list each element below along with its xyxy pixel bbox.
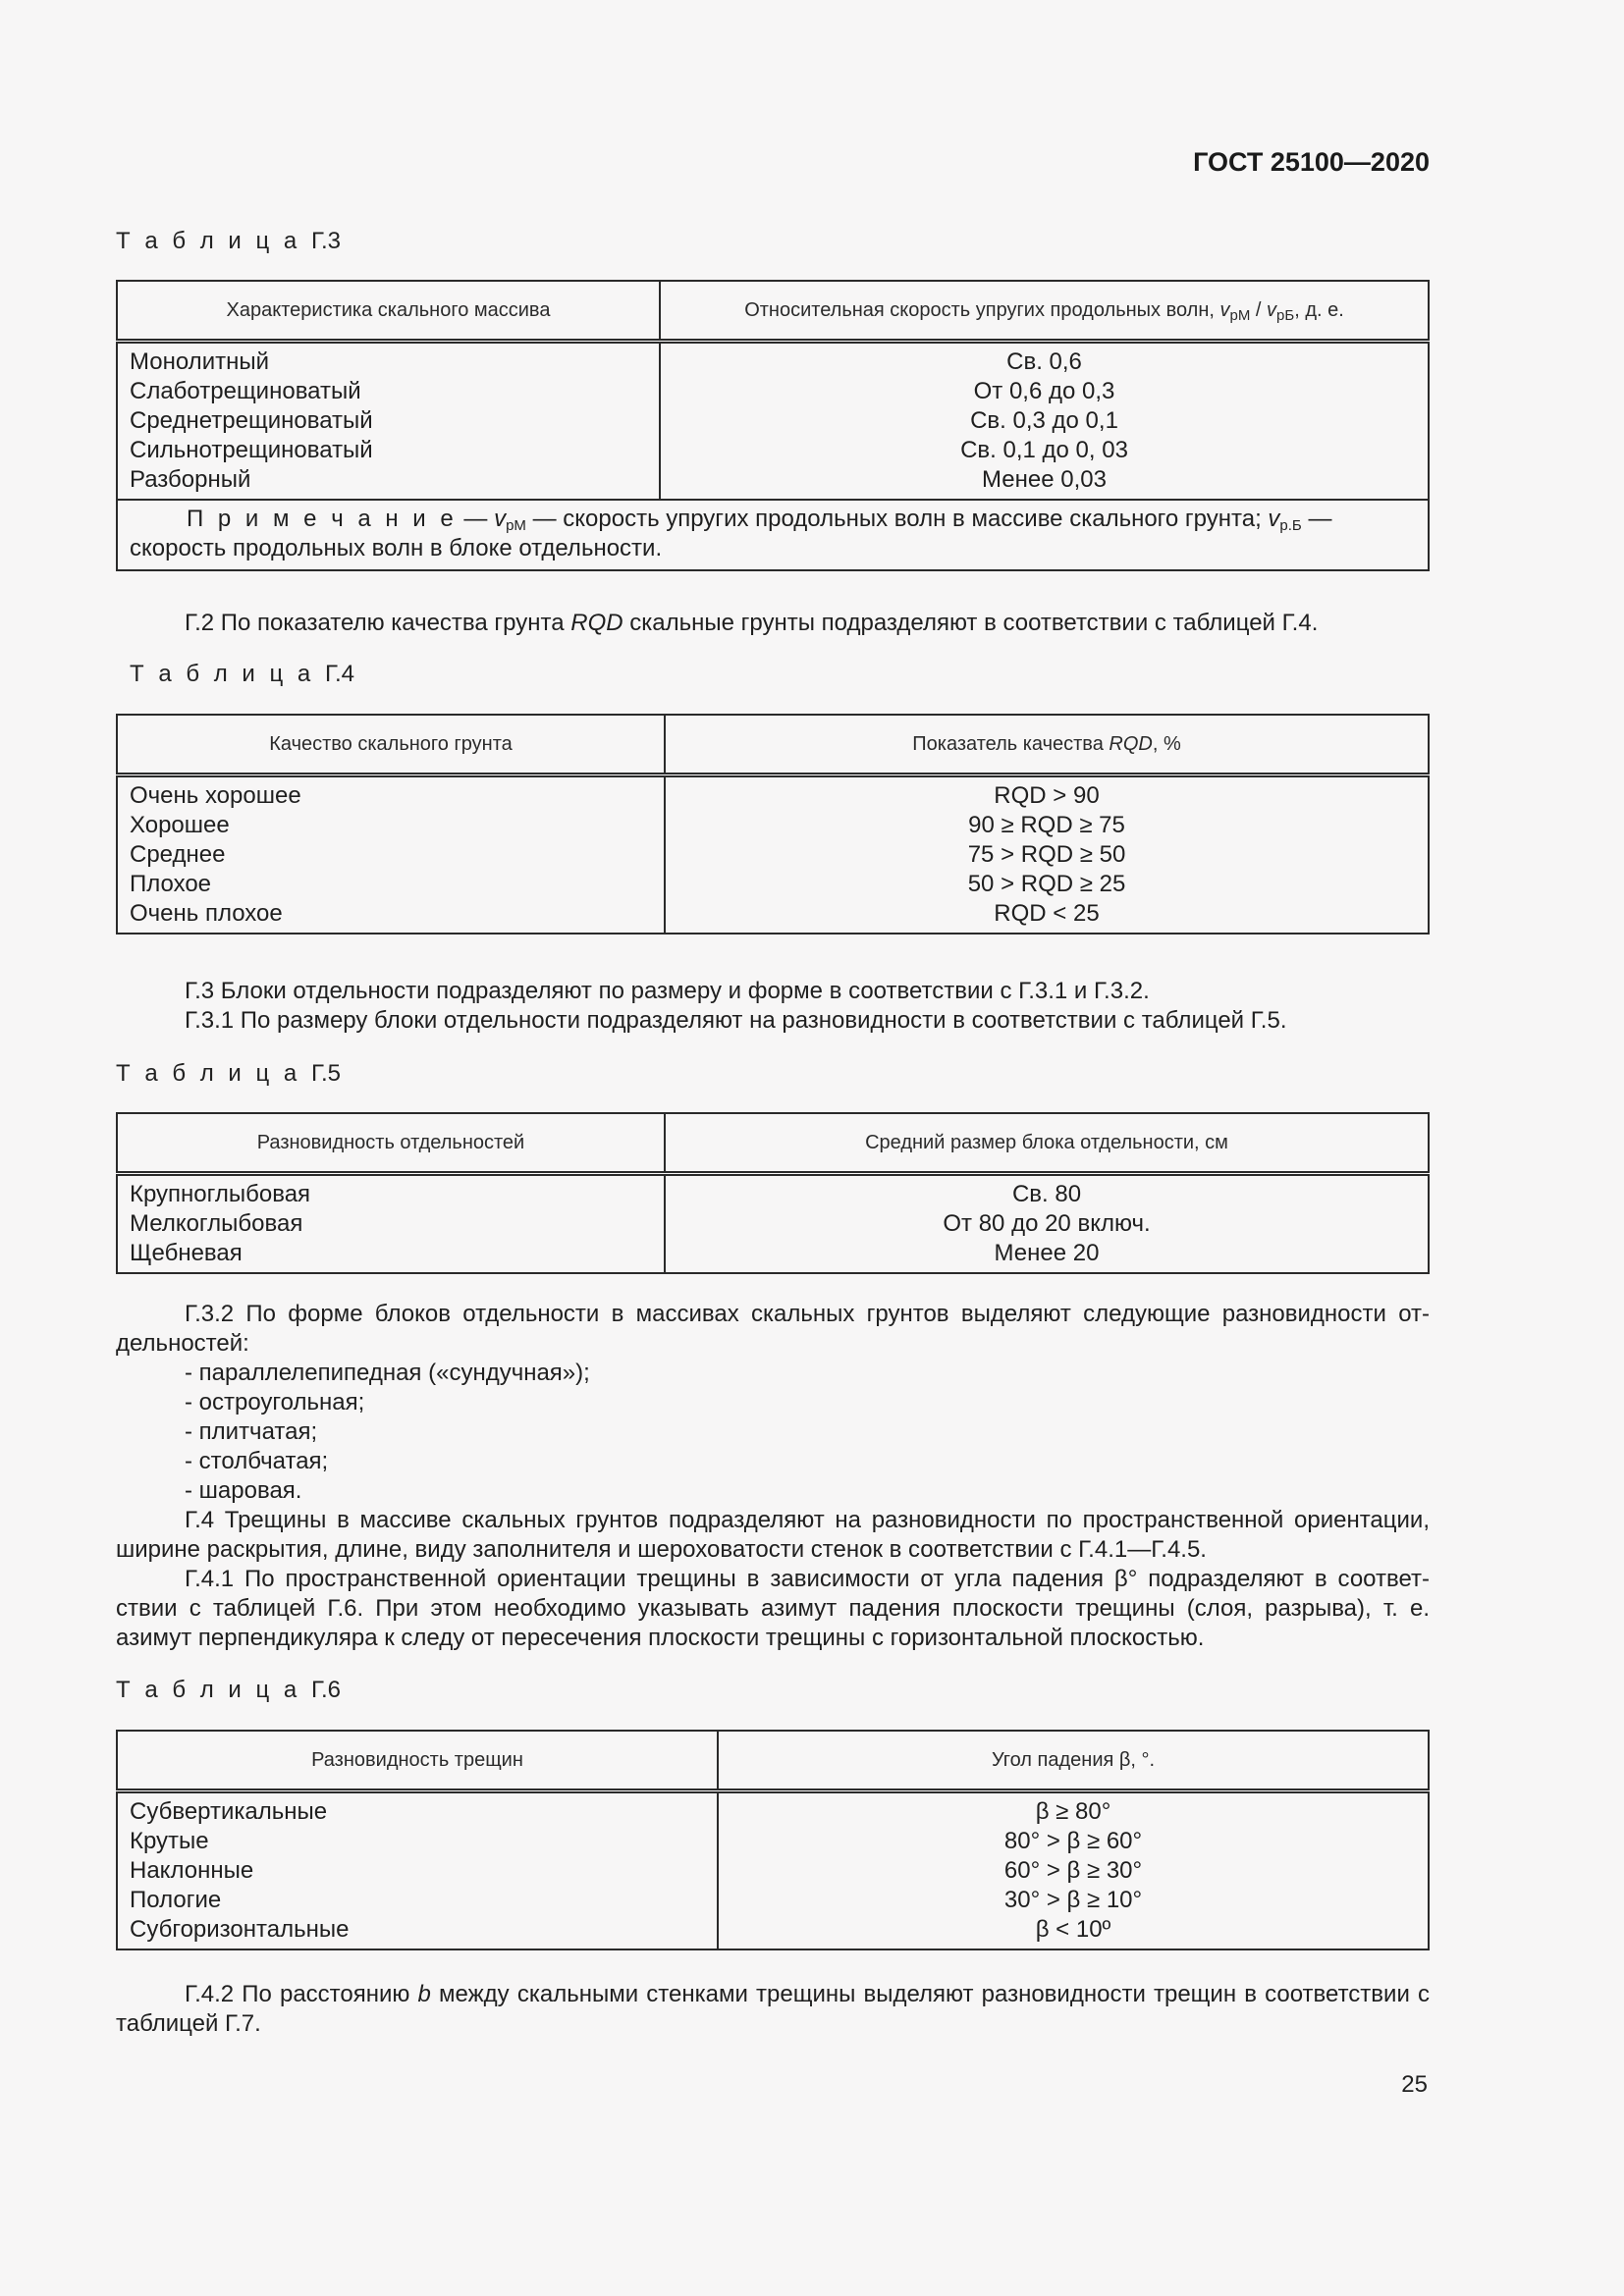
caption-number: Г.5 xyxy=(310,1060,342,1087)
table-cell: Щебневая xyxy=(130,1240,243,1266)
column-header: Показатель качества RQD, % xyxy=(665,715,1429,775)
list-item: - плитчатая; xyxy=(185,1418,318,1445)
table-cell: Очень плохое xyxy=(130,900,283,927)
table-cell: Менее 0,03 xyxy=(982,466,1107,493)
table-cell: β ≥ 80° xyxy=(1035,1798,1111,1825)
table-g5 xyxy=(116,1112,1430,1274)
table-body-row xyxy=(117,342,1429,501)
table-cell: Св. 0,3 до 0,1 xyxy=(970,407,1118,434)
table-g6 xyxy=(116,1730,1430,1950)
table-cell: RQD > 90 xyxy=(994,782,1100,809)
table-caption-g4 xyxy=(130,661,354,688)
table-cell: Пологие xyxy=(130,1887,222,1913)
caption-word: Т а б л и ц а xyxy=(116,228,301,254)
table-cell: Менее 20 xyxy=(994,1240,1100,1266)
table-cell: Разборный xyxy=(130,466,251,493)
table-cell: Св. 0,6 xyxy=(1006,348,1082,375)
list-item: - остроугольная; xyxy=(185,1389,365,1415)
table-cell: 90 ≥ RQD ≥ 75 xyxy=(968,812,1125,838)
caption-word: Т а б л и ц а xyxy=(116,1060,301,1087)
caption-word: Т а б л и ц а xyxy=(116,1677,301,1703)
table-cell: 75 > RQD ≥ 50 xyxy=(967,841,1126,868)
table-cell: 60° > β ≥ 30° xyxy=(1003,1857,1143,1884)
column-header: Характеристика скального массива xyxy=(117,281,660,342)
table-header-row xyxy=(117,281,1429,342)
table-g3 xyxy=(116,280,1430,571)
column-header: Разновидность трещин xyxy=(117,1731,718,1791)
table-header-row xyxy=(117,1731,1429,1791)
table-g4 xyxy=(116,714,1430,934)
table-caption-g5 xyxy=(116,1060,341,1088)
table-cell: Крупноглыбовая xyxy=(130,1181,311,1207)
paragraph-g32: Г.3.2 По форме блоков отдельности в массивах скальных грунтов выделяют следующие разновидности от-дельностей: - параллелепипедная («сундучная»); - остроугольная; - плитчатая; - столбчатая; - шаровая. Г.4 Трещины в массиве скальных грунтов подразделяют на разновидности по пространственной ориентации, ширине раскрытия, длине, виду заполнителя и шероховатости стенок в соответствии с Г.4.1—Г.4.5. Г.4.1 По пространственной ориентации трещины в зависимости от угла падения β° подразделяют в соответ-ствии с таблицей Г.6. При этом необходимо указывать азимут падения плоскости трещины (слоя, разрыва), т. е. азимут перпендикуляра к следу от пересечения плоскости трещины с горизонтальной плоскостью. xyxy=(116,1301,1430,1651)
table-cell: Крутые xyxy=(130,1828,209,1854)
table-cell: Среднетрещиноватый xyxy=(130,407,373,434)
list-item: - параллелепипедная («сундучная»); xyxy=(185,1360,590,1386)
table-cell: 30° > β ≥ 10° xyxy=(1003,1887,1143,1913)
table-cell: Хорошее xyxy=(130,812,230,838)
table-cell: Субвертикальные xyxy=(130,1798,328,1825)
paragraph-g3: Г.3 Блоки отдельности подразделяют по размеру и форме в соответствии с Г.3.1 и Г.3.2. Г.3.1 По размеру блоки отдельности подразделяют на разновидности в соответствии с таблицей Г.5. xyxy=(185,978,1287,1034)
table-header-row xyxy=(117,1113,1429,1174)
caption-number: Г.3 xyxy=(310,228,342,254)
table-caption-g3 xyxy=(116,228,341,255)
table-cell: Субгоризонтальные xyxy=(130,1916,350,1943)
caption-word: Т а б л и ц а xyxy=(130,661,315,687)
table-cell: Монолитный xyxy=(130,348,269,375)
column-header: Средний размер блока отдельности, см xyxy=(665,1113,1429,1174)
table-cell: От 80 до 20 включ. xyxy=(943,1210,1151,1237)
page-number: 25 xyxy=(1401,2071,1428,2098)
list-item: - шаровая. xyxy=(185,1477,302,1504)
standard-header: ГОСТ 25100—2020 xyxy=(1193,147,1430,177)
table-body-row xyxy=(117,1791,1429,1950)
table-note-row xyxy=(117,500,1429,570)
table-cell: Плохое xyxy=(130,871,212,897)
table-cell: Среднее xyxy=(130,841,226,868)
table-cell: Наклонные xyxy=(130,1857,254,1884)
table-cell: Сильнотрещиноватый xyxy=(130,437,373,463)
table-cell: 80° > β ≥ 60° xyxy=(1003,1828,1143,1854)
table-caption-g6 xyxy=(116,1677,341,1704)
column-header: Угол падения β, °. xyxy=(718,1731,1429,1791)
list-item: - столбчатая; xyxy=(185,1448,329,1474)
table-cell: Св. 80 xyxy=(1011,1181,1082,1207)
column-header: Относительная скорость упругих продольных волн, $v_{pM} / v_{pБ}$, д. е. xyxy=(660,281,1429,342)
table-cell: RQD < 25 xyxy=(994,900,1100,927)
table-header-row xyxy=(117,715,1429,775)
paragraph-g2: Г.2 По показателю качества грунта RQD скальные грунты подразделяют в соответствии с таблицей Г.4. xyxy=(185,610,1319,636)
table-cell: Слаботрещиноватый xyxy=(130,378,361,404)
table-cell: Мелкоглыбовая xyxy=(130,1210,303,1237)
table-cell: От 0,6 до 0,3 xyxy=(973,378,1115,404)
table-cell: β < 10º xyxy=(1035,1916,1111,1943)
paragraph-g42: Г.4.2 По расстоянию b между скальными стенками трещины выделяют разновидности трещин в соответствии с таблицей Г.7. xyxy=(116,1981,1430,2037)
caption-number: Г.6 xyxy=(310,1677,342,1703)
table-note: П р и м е ч а н и е — $v_{pM}$ — скорость упругих продольных волн в массиве скального грунта; $v_{p.Б}$ — скорость продольных волн в блоке отдельности. xyxy=(117,500,1429,570)
table-cell: Св. 0,1 до 0, 03 xyxy=(960,437,1128,463)
table-cell: 50 > RQD ≥ 25 xyxy=(967,871,1126,897)
table-body-row xyxy=(117,1174,1429,1274)
table-cell: Очень хорошее xyxy=(130,782,301,809)
caption-number: Г.4 xyxy=(324,661,355,687)
table-body-row xyxy=(117,775,1429,934)
column-header: Качество скального грунта xyxy=(117,715,665,775)
column-header: Разновидность отдельностей xyxy=(117,1113,665,1174)
